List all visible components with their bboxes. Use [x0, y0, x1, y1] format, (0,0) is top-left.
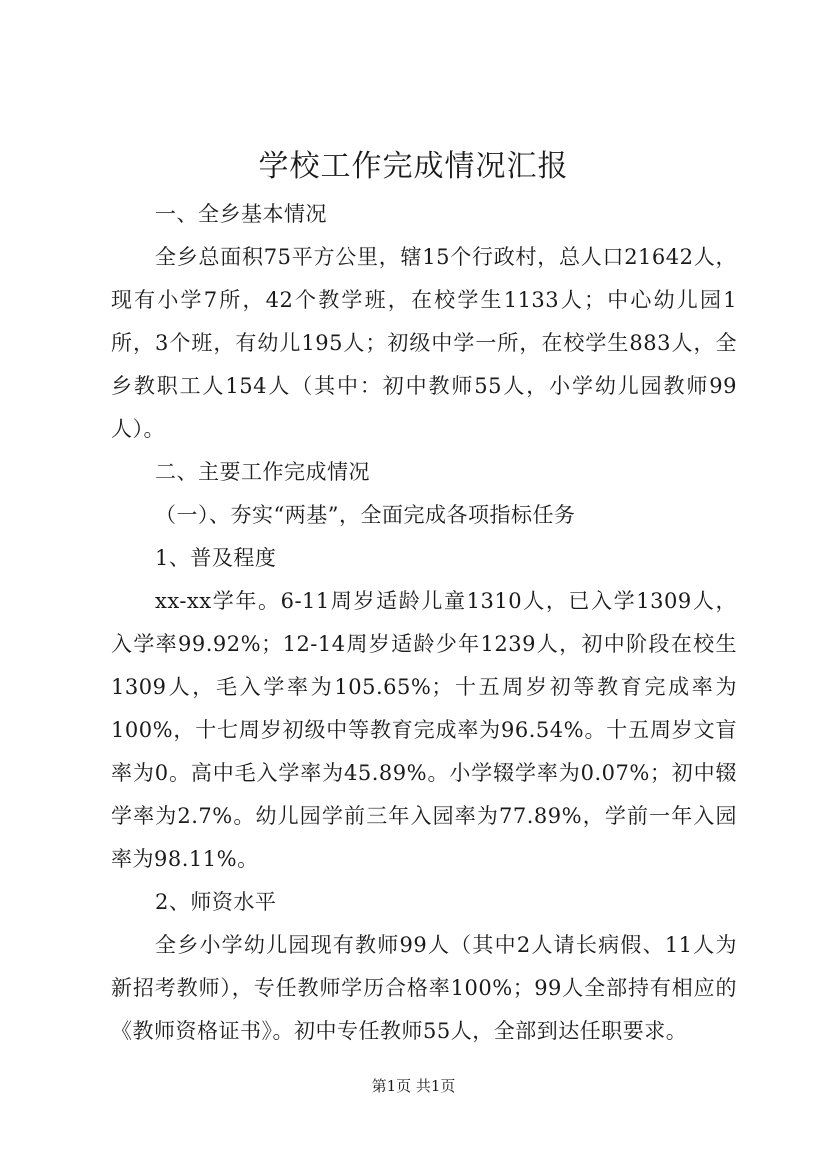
document-title: 学校工作完成情况汇报 [258, 149, 569, 184]
item-heading-teachers: 2、师资水平 [155, 890, 277, 914]
item-heading-popularization: 1、普及程度 [155, 546, 277, 570]
document-body [111, 193, 737, 1053]
paragraph-teachers: 全乡小学幼儿园现有教师99人（其中2人请长病假、11人为新招考教师），专任教师学历合格率100%；99人全部持有相应的《教师资格证书》。初中专任教师55人，全部到达任职要求。 [111, 933, 737, 1043]
paragraph-popularization: xx-xx学年。6-11周岁适龄儿童1310人，已入学1309人，入学率99.92%；12-14周岁适龄少年1239人，初中阶段在校生1309人，毛入学率为105.65%；十五周岁初等教育完成率为100%，十七周岁初级中等教育完成率为96.54%。十五周岁文盲率为0。高中毛入学率为45.89%。小学辍学率为0.07%；初中辍学率为2.7%。幼儿园学前三年入园率为77.89%，学前一年入园率为98.11%。 [111, 589, 737, 871]
subsection-heading-liangji: （一）、夯实“两基”，全面完成各项指标任务 [155, 503, 576, 527]
section-heading-basic-info: 一、全乡基本情况 [155, 202, 327, 226]
section-heading-main-work: 二、主要工作完成情况 [155, 460, 370, 484]
page-footer: 第1页 共1页 [371, 1077, 456, 1095]
paragraph-basic-info: 全乡总面积75平方公里，辖15个行政村，总人口21642人，现有小学7所，42个教学班，在校学生1133人；中心幼儿园1所，3个班，有幼儿195人；初级中学一所，在校学生883人，全乡教职工人154人（其中：初中教师55人，小学幼儿园教师99人）。 [111, 245, 737, 441]
